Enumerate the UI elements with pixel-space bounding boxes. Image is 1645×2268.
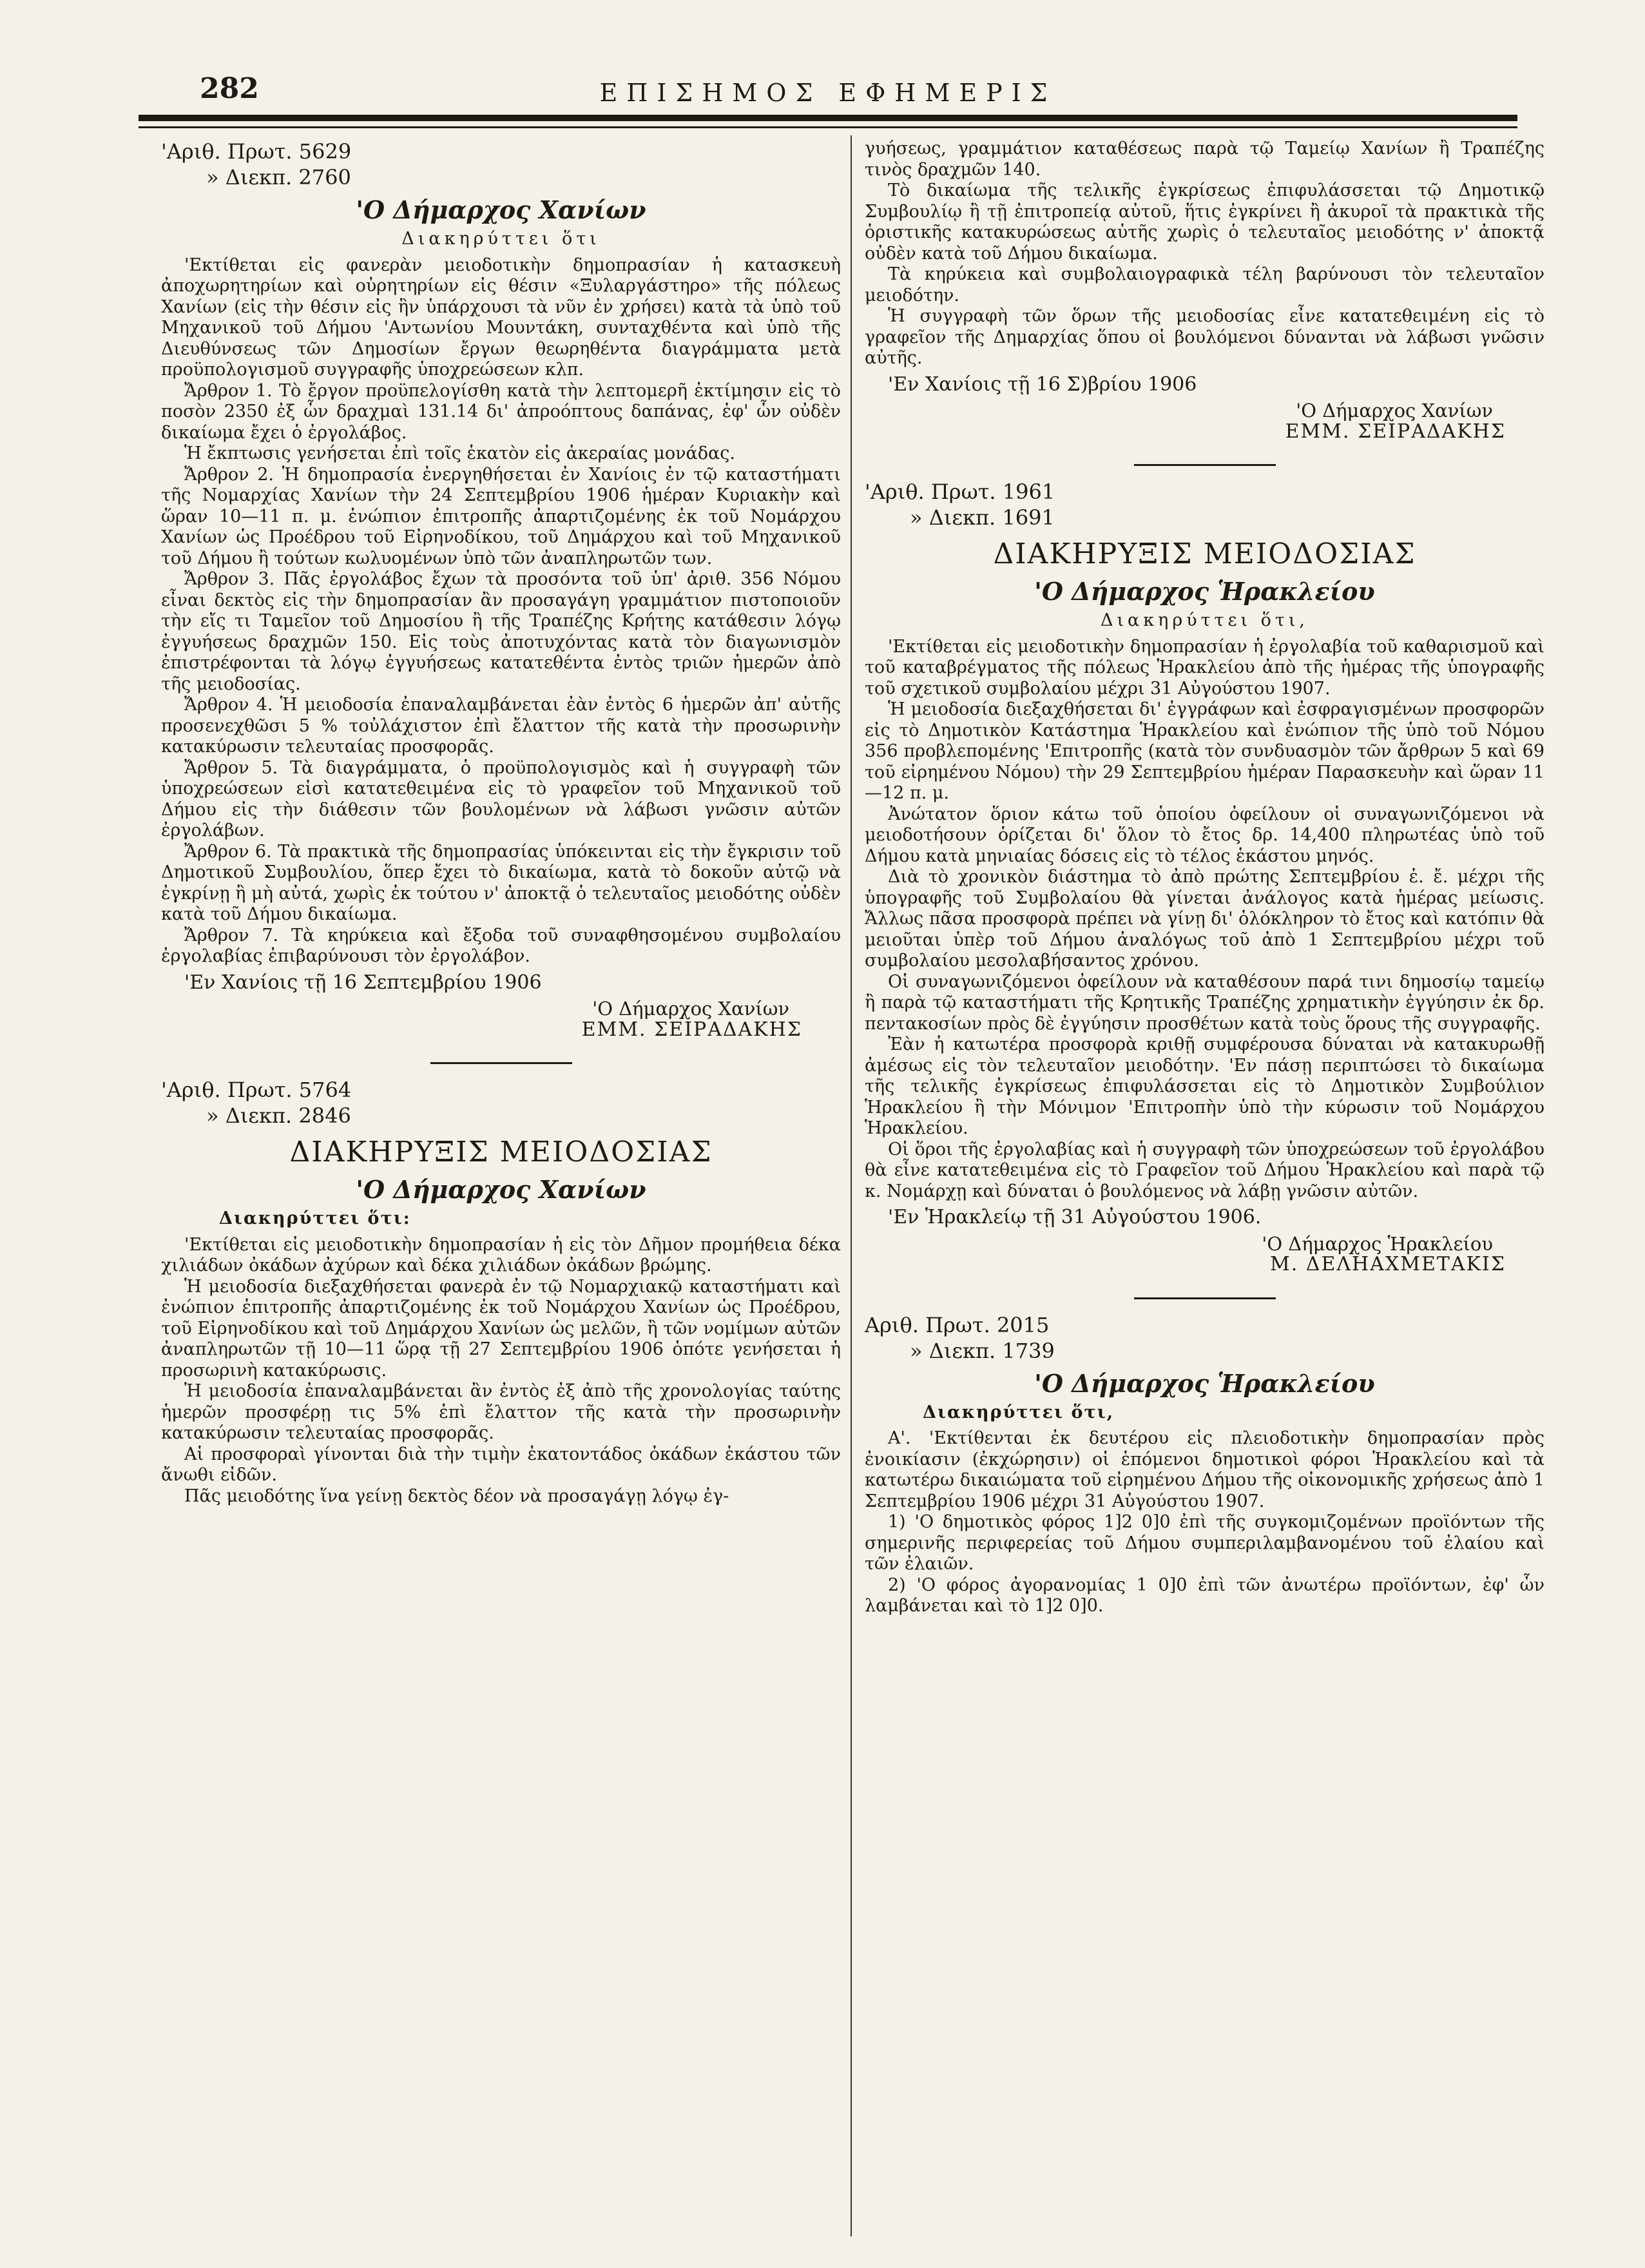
header-rule-thin [139,126,1517,128]
signatory-name: Μ. ΔΕΛΗΑΧΜΕΤΑΚΙΣ [1270,1253,1506,1275]
paragraph: Ἄρθρον 1. Τὸ ἔργον προϋπελογίσθη κατὰ τὴν λεπτομερῆ ἐκτίμησιν εἰς τὸ ποσὸν 2350 ἐξ ὧν δραχμαὶ 131.14 δι' ἀπροόπτους δαπάνας, ἐφ' ὧν οὐδὲν δικαίωμα ἔχει ὁ ἐργολάβος. [161,380,841,443]
paragraph: Α'. 'Εκτίθενται ἐκ δευτέρου εἰς πλειοδοτικὴν δημοπρασίαν πρὸς ἐνοικίασιν (ἐκχώρησιν) οἱ ἑπόμενοι δημοτικοὶ φόροι Ἡρακλείου καὶ τὰ κατωτέρω δικαιώματα τοῦ εἰρημένου Δήμου τῆς οἰκονομικῆς χρήσεως ἀπὸ 1 Σεπτεμβρίου 1906 μέχρι 31 Αὐγούστου 1907. [865,1428,1544,1511]
notice-2 [161,1077,841,1507]
place-date: 'Εν Χανίοις τῇ 16 Σ)βρίου 1906 [888,373,1197,396]
paragraph: Οἱ συναγωνιζόμενοι ὀφείλουν νὰ καταθέσουν παρά τινι δημοσίῳ ταμείῳ ἢ παρὰ τῷ καταστήματι τῆς Κρητικῆς Τραπέζης χρηματικὴν ἐγγύησιν ἐκ δρ. πεντακοσίων πρὸς δὲ ἐγγύησιν προσθέτων κατὰ τοὺς ὅρους τῆς συγγραφῆς. [865,971,1544,1034]
paragraph: Τὰ κηρύκεια καὶ συμβολαιογραφικὰ τέλη βαρύνουσι τὸν τελευταῖον μειοδότην. [865,264,1544,305]
paragraph: Ἡ συγγραφὴ τῶν ὅρων τῆς μειοδοσίας εἶνε κατατεθειμένη εἰς τὸ γραφεῖον τῆς Δημαρχίας ὅπου οἱ βουλόμενοι δύνανται νὰ λάβωσι γνῶσιν αὐτῆς. [865,306,1544,368]
paragraph: 'Εκτίθεται εἰς μειοδοτικὴν δημοπρασίαν ἡ ἐργολαβία τοῦ καθαρισμοῦ καὶ τοῦ καταβρέγματος τῆς πόλεως Ἡρακλείου ἀπὸ τῆς ἡμέρας τῆς ὑπογραφῆς τοῦ σχετικοῦ συμβολαίου μέχρι 31 Αὐγούστου 1907. [865,636,1544,699]
paragraph: Τὸ δικαίωμα τῆς τελικῆς ἐγκρίσεως ἐπιφυλάσσεται τῷ Δημοτικῷ Συμβουλίῳ ἢ τῇ ἐπιτροπείᾳ αὐτοῦ, ἥτις ἐγκρίνει ἢ ἀκυροῖ τὰ πρακτικὰ τῆς ὁριστικῆς κατακυρώσεως αὐτῆς χωρὶς ὁ τελευταῖος μειοδότης ν' ἀποκτᾷ οὐδὲν κατὰ τοῦ Δήμου δικαίωμα. [865,180,1544,264]
signatory-role: 'Ο Δήμαρχος Χανίων [592,998,789,1020]
paragraph: Ἄρθρον 7. Τὰ κηρύκεια καὶ ἔξοδα τοῦ συναφθησομένου συμβολαίου ἐργολαβίας ἐπιβαρύνουσι τὸν ἐργολάβον. [161,925,841,966]
signatory-name: ΕΜΜ. ΣΕΙΡΑΔΑΚΗΣ [1285,420,1506,443]
place-date: 'Εν Ἡρακλείῳ τῇ 31 Αὐγούστου 1906. [888,1206,1262,1228]
notice-3 [865,479,1544,1275]
separator-rule [1134,464,1276,466]
paragraph: Πᾶς μειοδότης ἵνα γείνῃ δεκτὸς δέον νὰ προσαγάγῃ λόγῳ ἐγ- [184,1486,729,1506]
notice-1 [161,139,841,1040]
paragraph: Ἄρθρον 2. Ἡ δημοπρασία ἐνεργηθήσεται ἐν Χανίοις ἐν τῷ καταστήματι τῆς Νομαρχίας Χανίων τὴν 24 Σεπτεμβρίου 1906 ἡμέραν Κυριακὴν καὶ ὥραν 10—11 π. μ. ἐνώπιον ἐπιτροπῆς ἀπαρτιζομένης ἐκ τοῦ Νομάρχου Χανίων ὡς Προέδρου τοῦ Εἰρηνοδίκου, τοῦ Δημάρχου καὶ τοῦ Μηχανικοῦ τοῦ Δήμου ἢ τούτων κωλυομένων ὑπὸ τῶν ἀναπληρωτῶν των. [161,464,841,568]
notice-2-continuation [865,139,1544,442]
paragraph: Ἡ μειοδοσία διεξαχθήσεται δι' ἐγγράφων καὶ ἐσφραγισμένων προσφορῶν εἰς τὸ Δημοτικὸν Κατάστημα Ἡρακλείου καὶ ἐνώπιον τῆς ὑπὸ τοῦ Νόμου 356 προβλεπομένης 'Επιτροπῆς (κατὰ τὸν συνδυασμὸν τῶν ἄρθρων 5 καὶ 69 τοῦ εἰρημένου Νόμου) τὴν 29 Σεπτεμβρίου ἡμέραν Παρασκευὴν καὶ ὥραν 11—12 π. μ. [865,699,1544,803]
ref-protocol: 'Αριθ. Πρωτ. 5764 [161,1078,352,1102]
announcer: 'Ο Δήμαρχος Ἡρακλείου [1034,577,1375,606]
ref-dispatch: » Διεκπ. 2760 [206,165,351,189]
separator-rule [430,1062,572,1064]
declares-line: Διακηρύττει ὅτι, [1100,610,1309,630]
notice-title: ΔΙΑΚΗΡΥΞΙΣ ΜΕΙΟΔΟΣΙΑΣ [993,538,1416,570]
notice-title: ΔΙΑΚΗΡΥΞΙΣ ΜΕΙΟΔΟΣΙΑΣ [289,1136,713,1168]
signatory-role: 'Ο Δήμαρχος Ἡρακλείου [1262,1232,1493,1255]
ref-protocol: 'Αριθ. Πρωτ. 5629 [161,139,352,164]
paragraph: Αἱ προσφοραὶ γίνονται διὰ τὴν τιμὴν ἑκατοντάδος ὀκάδων ἑκάστου τῶν ἄνωθι εἰδῶν. [161,1444,841,1485]
header-rule-thick [139,115,1517,121]
announcer: 'Ο Δήμαρχος Ἡρακλείου [1034,1368,1375,1398]
paragraph: Ἐὰν ἡ κατωτέρα προσφορὰ κριθῇ συμφέρουσα δύναται νὰ κατακυρωθῇ ἀμέσως εἰς τὸν τελευταῖον μειοδότην. 'Εν πάσῃ περιπτώσει τὸ δικαίωμα τῆς τελικῆς ἐγκρίσεως ἐπιφυλάσσεται εἰς τὸ Δημοτικὸν Συμβούλιον Ἡρακλείου ἢ τὴν Μόνιμον 'Επιτροπὴν ὑπὸ τὴν κύρωσιν τοῦ Νομάρχου Ἡρακλείου. [865,1034,1544,1138]
paragraph: Ἡ μειοδοσία ἐπαναλαμβάνεται ἂν ἐντὸς ἐξ ἀπὸ τῆς χρονολογίας ταύτης ἡμερῶν προσφέρῃ τις 5% ἐπὶ ἔλαττον τῆς κατὰ τὴν προσωρινὴν κατακύρωσιν τελευταίας προσφορᾶς. [161,1381,841,1443]
ref-dispatch: » Διεκπ. 2846 [206,1103,351,1128]
column-divider [851,135,852,2236]
ref-protocol: Αριθ. Πρωτ. 2015 [865,1312,1050,1337]
separator-rule [1134,1297,1276,1299]
right-column [865,139,1544,1617]
paragraph: Ἄρθρον 5. Τὰ διαγράμματα, ὁ προϋπολογισμὸς καὶ ἡ συγγραφὴ τῶν ὑποχρεώσεων εἰσὶ κατατεθειμένα εἰς τὸ γραφεῖον τοῦ Μηχανικοῦ τοῦ Δήμου εἰς τὴν διάθεσιν τῶν βουλομένων νὰ λάβωσι γνῶσιν αὐτῶν ἐργολάβων. [161,757,841,840]
announcer: 'Ο Δήμαρχος Χανίων [356,195,646,224]
paragraph: Οἱ ὅροι τῆς ἐργολαβίας καὶ ἡ συγγραφὴ τῶν ὑποχρεώσεων τοῦ ἐργολάβου θὰ εἶνε κατατεθειμένα εἰς τὸ Γραφεῖον τοῦ Δήμου Ἡρακλείου καὶ παρὰ τῷ κ. Νομάρχῃ καὶ δύναται ὁ βουλόμενος νὰ λάβῃ γνῶσιν αὐτῶν. [865,1139,1544,1201]
place-date: 'Εν Χανίοις τῇ 16 Σεπτεμβρίου 1906 [184,971,542,994]
page-number: 282 [200,72,259,105]
ref-dispatch: » Διεκπ. 1691 [910,505,1055,530]
paragraph: 'Εκτίθεται εἰς μειοδοτικὴν δημοπρασίαν ἡ εἰς τὸν Δῆμον προμήθεια δέκα χιλιάδων ὀκάδων ἀχύρων καὶ δέκα χιλιάδων ὀκάδων βρώμης. [161,1234,841,1275]
paragraph: Ἄρθρον 6. Τὰ πρακτικὰ τῆς δημοπρασίας ὑπόκεινται εἰς τὴν ἔγκρισιν τοῦ Δημοτικοῦ Συμβουλίου, ὅπερ ἔχει τὸ δικαίωμα, κατὰ τὸ δοκοῦν αὐτῷ νὰ ἐγκρίνῃ ἢ μὴ αὐτά, χωρὶς ἐκ τούτου ν' ἀποκτᾷ ὁ τελευταῖος μειοδότης οὐδὲν κατὰ τοῦ Δήμου δικαίωμα. [161,841,841,924]
declares-line: Διακηρύττει ὅτι: [219,1208,411,1228]
paragraph: Ἄρθρον 4. Ἡ μειοδοσία ἐπαναλαμβάνεται ἐὰν ἐντὸς 6 ἡμερῶν ἀπ' αὐτῆς προσενεχθῶσι 5 % τοὐλάχιστον ἐπὶ ἔλαττον τῆς κατὰ τὴν προσωρινὴν κατακύρωσιν τελευταίας προσφορᾶς. [161,695,841,757]
signatory-name: ΕΜΜ. ΣΕΙΡΑΔΑΚΗΣ [581,1018,802,1041]
announcer: 'Ο Δήμαρχος Χανίων [356,1175,646,1204]
declares-line: Διακηρύττει ὅτι [401,229,601,249]
paragraph: Ἡ μειοδοσία διεξαχθήσεται φανερὰ ἐν τῷ Νομαρχιακῷ καταστήματι καὶ ἐνώπιον ἐπιτροπῆς ἀπαρτιζομένης ἐκ τοῦ Νομάρχου Χανίων ὡς Προέδρου, τοῦ Εἰρηνοδίκου καὶ τοῦ Δημάρχου Χανίων ὡς μελῶν, ἢ τῶν νομίμων αὐτῶν ἀναπληρωτῶν τῇ 10—11 ὥρᾳ τῇ 27 Σεπτεμβρίου 1906 ὁπότε γενήσεται ἡ προσωρινὴ κατακύρωσις. [161,1276,841,1381]
left-column [161,139,841,1507]
paragraph: Διὰ τὸ χρονικὸν διάστημα τὸ ἀπὸ πρώτης Σεπτεμβρίου ἐ. ἔ. μέχρι τῆς ὑπογραφῆς τοῦ Συμβολαίου θὰ γίνεται ἀνάλογος κατὰ ἡμέρας μείωσις. Ἄλλως πᾶσα προσφορὰ πρέπει νὰ γίνῃ δι' ὁλόκληρον τὸ ἔτος καὶ κατόπιν θὰ μειοῦται ὑπὲρ τοῦ Δήμου ἀναλόγως τοῦ ἀπὸ 1 Σεπτεμβρίου μέχρι τοῦ συμβολαίου μεσολαβήσαντος χρόνου. [865,867,1544,971]
paragraph: Ἡ ἔκπτωσις γενήσεται ἐπὶ τοῖς ἑκατὸν εἰς ἀκεραίας μονάδας. [184,443,735,463]
journal-title: ΕΠΙΣΗΜΟΣ ΕΦΗΜΕΡΙΣ [599,79,1057,107]
paragraph: 1) 'Ο δημοτικὸς φόρος 1]2 0]0 ἐπὶ τῆς συγκομιζομένων προϊόντων τῆς σημερινῆς περιφερείας τοῦ Δήμου συμπεριλαμβανομένου τοῦ ἐλαίου καὶ τῶν ἐλαιῶν. [865,1512,1544,1574]
paragraph: Ἄρθρον 3. Πᾶς ἐργολάβος ἔχων τὰ προσόντα τοῦ ὑπ' ἀριθ. 356 Νόμου εἶναι δεκτὸς εἰς τὴν δημοπρασίαν ἂν προσαγάγη γραμμάτιον πιστοποιοῦν τὴν εἴς τι Ταμεῖον τοῦ Δημοσίου ἢ τῆς Τραπέζης Κρήτης κατάθεσιν λόγῳ ἐγγυήσεως δραχμῶν 150. Εἰς τοὺς ἀποτυχόντας κατὰ τὸν διαγωνισμὸν ἐπιστρέφονται τὰ λόγῳ ἐγγυήσεως κατατεθέντα ἐντὸς τριῶν ἡμερῶν ἀπὸ τῆς μειοδοσίας. [161,569,841,694]
paragraph: Ἀνώτατον ὅριον κάτω τοῦ ὁποίου ὀφείλουν οἱ συναγωνιζόμενοι νὰ μειοδοτήσουν ὁρίζεται δι' ὅλον τὸ ἔτος δρ. 14,400 πληρωτέας ὑπὸ τοῦ Δήμου κατὰ μηνιαίας δόσεις εἰς τὸ τέλος ἑκάστου μηνός. [865,804,1544,866]
notice-4 [865,1312,1544,1617]
paragraph: 2) 'Ο φόρος ἀγορανομίας 1 0]0 ἐπὶ τῶν ἀνωτέρω προϊόντων, ἐφ' ὧν λαμβάνεται καὶ τὸ 1]2 0]0. [865,1575,1544,1616]
ref-protocol: 'Αριθ. Πρωτ. 1961 [865,480,1055,504]
signatory-role: 'Ο Δήμαρχος Χανίων [1296,400,1493,422]
paragraph: γυήσεως, γραμμάτιον καταθέσεως παρὰ τῷ Ταμείῳ Χανίων ἢ Τραπέζης τινὸς δραχμῶν 140. [865,139,1544,180]
paragraph: 'Εκτίθεται εἰς φανερὰν μειοδοτικὴν δημοπρασίαν ἡ κατασκευὴ ἀποχωρητηρίων καὶ οὐρητηρίων εἰς θέσιν «Ξυλαργάστηρο» τῆς πόλεως Χανίων (εἰς τὴν θέσιν εἰς ἣν ὑπάρχουσι τὰ νῦν ἐν χρήσει) κατὰ τὰ ὑπὸ τοῦ Μηχανικοῦ τοῦ Δήμου 'Αντωνίου Μουντάκη, συνταχθέντα καὶ ὑπὸ τῆς Διευθύνσεως τῶν Δημοσίων ἔργων θεωρηθέντα διαγράμματα μετὰ προϋπολογισμοῦ συγγραφῆς ὑποχρεώσεων κλπ. [161,255,841,380]
declares-line: Διακηρύττει ὅτι, [923,1402,1115,1422]
ref-dispatch: » Διεκπ. 1739 [910,1338,1055,1363]
page-header [139,64,1517,116]
